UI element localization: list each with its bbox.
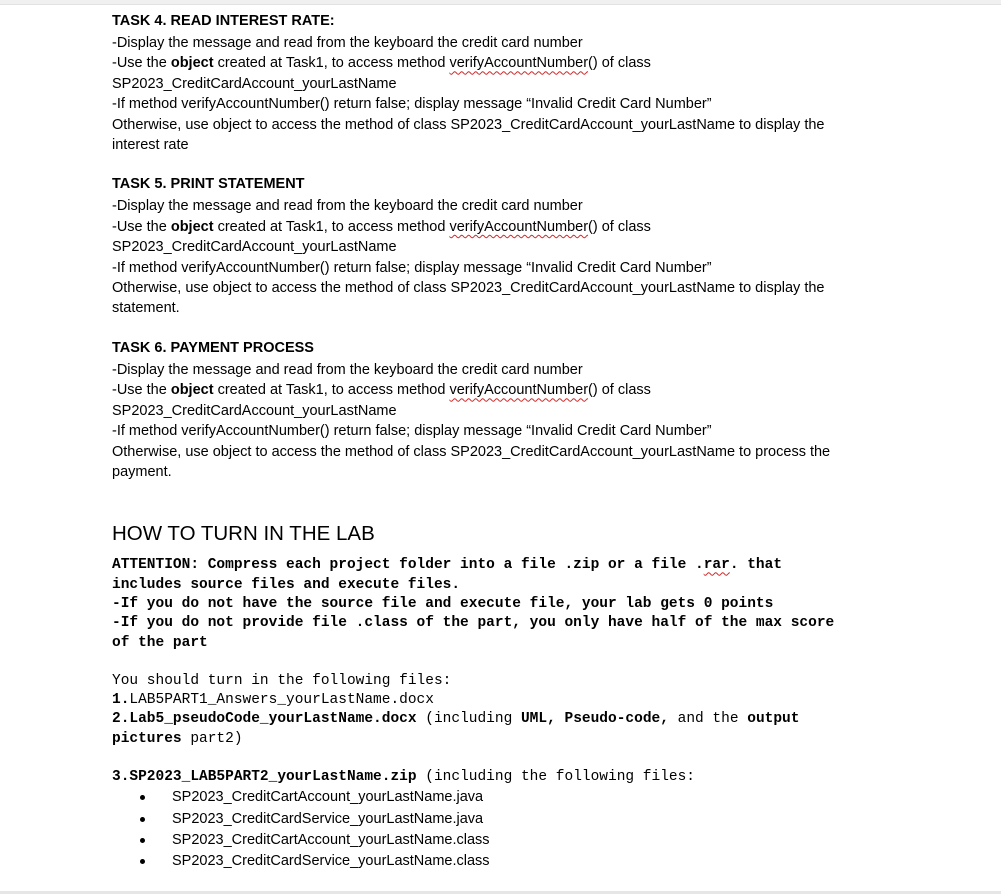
- document-page: [112, 11, 892, 872]
- file-item-2: [112, 710, 892, 729]
- task-6-line-3: SP2023_CreditCardAccount_yourLastName: [112, 402, 397, 419]
- text-span: (including: [416, 711, 521, 728]
- text-span: () of class: [588, 55, 651, 72]
- attention-line-5: [112, 634, 892, 653]
- attention-line-3: [112, 595, 892, 614]
- task-6-line-1: -Display the message and read from the keyboard the credit card number: [112, 361, 583, 378]
- attention-line-1: [112, 556, 892, 575]
- task-6-line-2: [112, 380, 892, 400]
- task-5-line-3: SP2023_CreditCardAccount_yourLastName: [112, 239, 397, 256]
- bold-object: object: [170, 382, 214, 399]
- task-4-line-4: -If method verifyAccountNumber() return false; display message “Invalid Credit Card Number”: [112, 96, 712, 113]
- attention-line-4: [112, 614, 892, 633]
- text-span: of the part: [112, 634, 208, 651]
- text-span: ATTENTION: Compress each project folder into a file .zip or a file .: [112, 557, 704, 574]
- text-span: () of class: [588, 218, 651, 235]
- attention-line-2: [112, 576, 892, 595]
- list-item: SP2023_CreditCartAccount_yourLastName.class: [140, 830, 892, 851]
- task-5-section: [112, 174, 892, 318]
- file-name: Lab5_pseudoCode_yourLastName.docx: [129, 711, 417, 728]
- spellcheck-word: verifyAccountNumber: [449, 382, 589, 399]
- file-name: SP2023_LAB5PART2_yourLastName.zip: [129, 768, 417, 785]
- item-number: 2.: [112, 711, 130, 728]
- task-5-line-4: -If method verifyAccountNumber() return false; display message “Invalid Credit Card Number”: [112, 259, 712, 276]
- file-item-2-cont: [112, 730, 892, 749]
- task-6-line-6: payment.: [112, 463, 172, 480]
- spellcheck-word: rar: [703, 557, 730, 574]
- text-span: UML,: [520, 711, 556, 728]
- text-span: () of class: [588, 382, 651, 399]
- files-intro: You should turn in the following files:: [112, 672, 452, 689]
- text-span: and the: [668, 711, 748, 728]
- bold-object: object: [170, 218, 214, 235]
- text-span: -If you do not have the source file and execute file, your lab gets 0 points: [112, 595, 774, 612]
- task-5-line-5: Otherwise, use object to access the method of class SP2023_CreditCardAccount_yourLastName to display the: [112, 280, 825, 297]
- bold-object: object: [170, 55, 214, 72]
- list-item: SP2023_CreditCartAccount_yourLastName.java: [140, 787, 892, 808]
- files-list-block: [112, 672, 892, 749]
- task-6-line-5: Otherwise, use object to access the method of class SP2023_CreditCardAccount_yourLastName to process the: [112, 443, 831, 460]
- task-5-line-2: [112, 217, 892, 237]
- task-4-line-6: interest rate: [112, 137, 189, 154]
- task-4-section: [112, 11, 892, 155]
- task-4-title: TASK 4. READ INTEREST RATE:: [112, 13, 335, 29]
- spellcheck-word: verifyAccountNumber: [449, 218, 589, 235]
- text-span: -Use the: [112, 218, 171, 235]
- text-span: [556, 711, 565, 727]
- text-span: created at Task1, to access method: [213, 218, 450, 235]
- turn-in-heading: HOW TO TURN IN THE LAB: [112, 522, 375, 546]
- task-5-title: TASK 5. PRINT STATEMENT: [112, 176, 305, 193]
- task-4-line-1: -Display the message and read from the keyboard the credit card number: [112, 35, 583, 51]
- task-5-line-6: statement.: [112, 300, 180, 317]
- task-6-line-4: -If method verifyAccountNumber() return false; display message “Invalid Credit Card Number”: [112, 423, 712, 440]
- text-span: -Use the: [112, 55, 171, 72]
- text-span: (including the following files:: [416, 768, 696, 785]
- task-5-line-1: -Display the message and read from the keyboard the credit card number: [112, 198, 583, 215]
- task-4-line-3: SP2023_CreditCardAccount_yourLastName: [112, 75, 397, 92]
- list-item: SP2023_CreditCardService_yourLastName.java: [140, 809, 892, 830]
- spellcheck-word: verifyAccountNumber: [449, 55, 589, 72]
- file-name: LAB5PART1_Answers_yourLastName.docx: [129, 692, 434, 709]
- task-4-line-2: [112, 53, 892, 73]
- task-6-section: [112, 338, 892, 482]
- text-span: Pseudo-code,: [564, 711, 669, 728]
- text-span: part2): [181, 730, 243, 747]
- file-item-1: [112, 691, 892, 710]
- zip-contents-list: [112, 787, 892, 872]
- text-span: . that: [729, 557, 783, 574]
- text-span: created at Task1, to access method: [213, 382, 450, 399]
- text-span: output: [747, 711, 800, 728]
- task-6-title: TASK 6. PAYMENT PROCESS: [112, 339, 314, 356]
- task-4-line-5: Otherwise, use object to access the method of class SP2023_CreditCardAccount_yourLastName to display the: [112, 116, 825, 133]
- item-number: 3.: [112, 768, 130, 785]
- text-span: -Use the: [112, 382, 171, 399]
- item-number: 1.: [112, 692, 130, 709]
- top-edge: [0, 0, 1001, 5]
- text-span: created at Task1, to access method: [213, 55, 450, 72]
- text-span: pictures: [112, 730, 182, 747]
- text-span: includes source files and execute files.: [112, 576, 461, 593]
- file-item-3: [112, 768, 892, 787]
- list-item: SP2023_CreditCardService_yourLastName.class: [140, 851, 892, 872]
- text-span: -If you do not provide file .class of the part, you only have half of the max score: [112, 615, 835, 632]
- attention-block: [112, 556, 892, 652]
